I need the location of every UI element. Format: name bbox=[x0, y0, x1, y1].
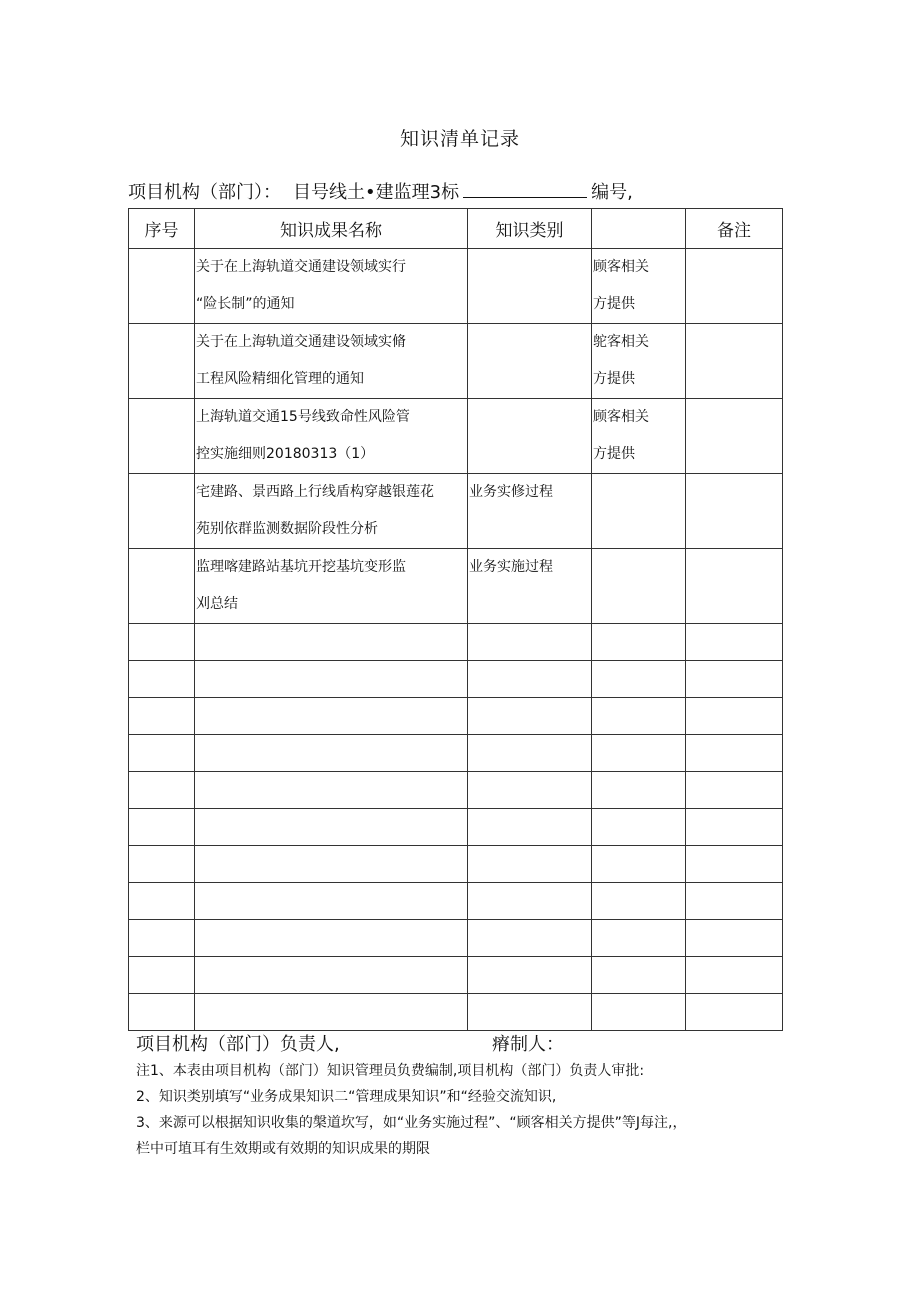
category-cell bbox=[468, 661, 592, 698]
category-cell bbox=[468, 324, 592, 399]
name-line: 苑别依群监测数据阶段性分析 bbox=[196, 521, 378, 537]
source-line: 顾客相关 bbox=[593, 409, 649, 425]
source-cell bbox=[592, 809, 686, 846]
table-row bbox=[129, 846, 783, 883]
source-line: 方提供 bbox=[593, 371, 635, 387]
name-cell bbox=[195, 809, 468, 846]
seq-cell bbox=[129, 249, 195, 324]
category-cell bbox=[468, 624, 592, 661]
seq-cell bbox=[129, 698, 195, 735]
remark-cell bbox=[686, 735, 783, 772]
col-header-category: 知识类别 bbox=[468, 209, 592, 249]
source-cell bbox=[592, 883, 686, 920]
source-cell bbox=[592, 249, 686, 324]
name-cell bbox=[195, 549, 468, 624]
source-cell bbox=[592, 846, 686, 883]
source-cell bbox=[592, 920, 686, 957]
category-cell bbox=[468, 920, 592, 957]
table-row bbox=[129, 324, 783, 399]
remark-cell bbox=[686, 249, 783, 324]
org-value: 目号线土•建监理3标 bbox=[293, 182, 460, 203]
source-cell bbox=[592, 474, 686, 549]
notes bbox=[136, 1058, 687, 1162]
seq-cell bbox=[129, 474, 195, 549]
org-label: 项目机构（部门）： bbox=[128, 182, 281, 203]
name-line: 关于在上海轨道交通建设领域实行 bbox=[196, 259, 406, 275]
source-cell bbox=[592, 994, 686, 1031]
remark-cell bbox=[686, 624, 783, 661]
source-cell bbox=[592, 399, 686, 474]
table-row bbox=[129, 735, 783, 772]
category-cell bbox=[468, 549, 592, 624]
remark-cell bbox=[686, 399, 783, 474]
source-cell bbox=[592, 735, 686, 772]
remark-cell bbox=[686, 698, 783, 735]
note-line: 注1、本表由项目机构（部门）知识管理员负费编制,项目机构（部门）负责人审批: bbox=[136, 1063, 645, 1079]
remark-cell bbox=[686, 994, 783, 1031]
name-line: 控实施细则20180313（1） bbox=[196, 446, 375, 462]
remark-cell bbox=[686, 474, 783, 549]
seq-cell bbox=[129, 399, 195, 474]
source-cell bbox=[592, 324, 686, 399]
remark-cell bbox=[686, 883, 783, 920]
source-line: 方提供 bbox=[593, 296, 635, 312]
preparer-label: 瘠制人： bbox=[492, 1034, 564, 1055]
number-label: 编号, bbox=[591, 182, 633, 203]
table-row bbox=[129, 957, 783, 994]
note-line: 栏中可埴耳有生效期或有效期的知识成果的期限 bbox=[136, 1141, 430, 1157]
remark-cell bbox=[686, 846, 783, 883]
seq-cell bbox=[129, 549, 195, 624]
name-cell bbox=[195, 399, 468, 474]
source-cell bbox=[592, 772, 686, 809]
name-line: 工程风险精细化管理的通知 bbox=[196, 371, 364, 387]
remark-cell bbox=[686, 772, 783, 809]
category-line: 业务实修过程 bbox=[469, 484, 553, 500]
name-cell bbox=[195, 883, 468, 920]
seq-cell bbox=[129, 846, 195, 883]
name-line: 刈总结 bbox=[196, 596, 238, 612]
seq-cell bbox=[129, 994, 195, 1031]
table-row bbox=[129, 698, 783, 735]
table-row bbox=[129, 474, 783, 549]
table-row bbox=[129, 549, 783, 624]
seq-cell bbox=[129, 883, 195, 920]
name-cell bbox=[195, 994, 468, 1031]
name-cell bbox=[195, 474, 468, 549]
knowledge-table bbox=[128, 208, 783, 1031]
remark-cell bbox=[686, 549, 783, 624]
category-cell bbox=[468, 809, 592, 846]
category-cell bbox=[468, 883, 592, 920]
remark-cell bbox=[686, 661, 783, 698]
category-cell bbox=[468, 249, 592, 324]
note-line: 3、来源可以根据知识收集的槃道坎写，如“业务实施过程”、“顾客相关方提供”等J每注,， bbox=[136, 1115, 687, 1131]
name-cell bbox=[195, 846, 468, 883]
source-cell bbox=[592, 624, 686, 661]
name-cell bbox=[195, 772, 468, 809]
category-cell bbox=[468, 399, 592, 474]
category-cell bbox=[468, 994, 592, 1031]
source-line: 方提供 bbox=[593, 446, 635, 462]
category-cell bbox=[468, 735, 592, 772]
table-row bbox=[129, 772, 783, 809]
number-blank bbox=[463, 181, 587, 198]
table-row bbox=[129, 624, 783, 661]
note-line: 2、知识类别填写“业务成果知识二“管理成果知识”和“经验交流知识, bbox=[136, 1089, 557, 1105]
seq-cell bbox=[129, 324, 195, 399]
col-header-source bbox=[592, 209, 686, 249]
remark-cell bbox=[686, 809, 783, 846]
remark-cell bbox=[686, 957, 783, 994]
name-line: 上海轨道交通15号线致命性风险管 bbox=[196, 409, 410, 425]
source-line: 顾客相关 bbox=[593, 259, 649, 275]
remark-cell bbox=[686, 324, 783, 399]
name-line: “险长制”的通知 bbox=[196, 296, 295, 312]
name-line: 监理喀建路站基坑开挖基坑变形监 bbox=[196, 559, 406, 575]
header-line bbox=[128, 178, 633, 204]
table-row bbox=[129, 661, 783, 698]
col-header-seq: 序号 bbox=[129, 209, 195, 249]
table-row bbox=[129, 883, 783, 920]
col-header-name: 知识成果名称 bbox=[195, 209, 468, 249]
source-cell bbox=[592, 957, 686, 994]
category-line: 业务实施过程 bbox=[469, 559, 553, 575]
signature-line bbox=[136, 1030, 564, 1056]
name-cell bbox=[195, 324, 468, 399]
source-cell bbox=[592, 661, 686, 698]
remark-cell bbox=[686, 920, 783, 957]
col-header-remark: 备注 bbox=[686, 209, 783, 249]
seq-cell bbox=[129, 661, 195, 698]
category-cell bbox=[468, 846, 592, 883]
category-cell bbox=[468, 698, 592, 735]
seq-cell bbox=[129, 809, 195, 846]
seq-cell bbox=[129, 772, 195, 809]
table-row bbox=[129, 399, 783, 474]
table-row bbox=[129, 249, 783, 324]
blank-rows bbox=[129, 624, 783, 1031]
name-cell bbox=[195, 735, 468, 772]
name-line: 关于在上海轨道交通建设领域实脩 bbox=[196, 334, 406, 350]
source-line: 鸵客相关 bbox=[593, 334, 649, 350]
category-cell bbox=[468, 772, 592, 809]
name-cell bbox=[195, 249, 468, 324]
seq-cell bbox=[129, 624, 195, 661]
table-body bbox=[129, 249, 783, 624]
seq-cell bbox=[129, 735, 195, 772]
name-cell bbox=[195, 957, 468, 994]
table-header-row bbox=[129, 209, 783, 249]
name-cell bbox=[195, 920, 468, 957]
owner-label: 项目机构（部门）负责人, bbox=[136, 1034, 340, 1055]
page-title: 知识清单记录 bbox=[399, 128, 520, 150]
name-cell bbox=[195, 624, 468, 661]
table-row bbox=[129, 920, 783, 957]
name-line: 宅建路、景西路上行线盾构穿越银莲花 bbox=[196, 484, 434, 500]
seq-cell bbox=[129, 957, 195, 994]
seq-cell bbox=[129, 920, 195, 957]
category-cell bbox=[468, 957, 592, 994]
source-cell bbox=[592, 549, 686, 624]
name-cell bbox=[195, 698, 468, 735]
table-row bbox=[129, 994, 783, 1031]
name-cell bbox=[195, 661, 468, 698]
category-cell bbox=[468, 474, 592, 549]
source-cell bbox=[592, 698, 686, 735]
table-row bbox=[129, 809, 783, 846]
